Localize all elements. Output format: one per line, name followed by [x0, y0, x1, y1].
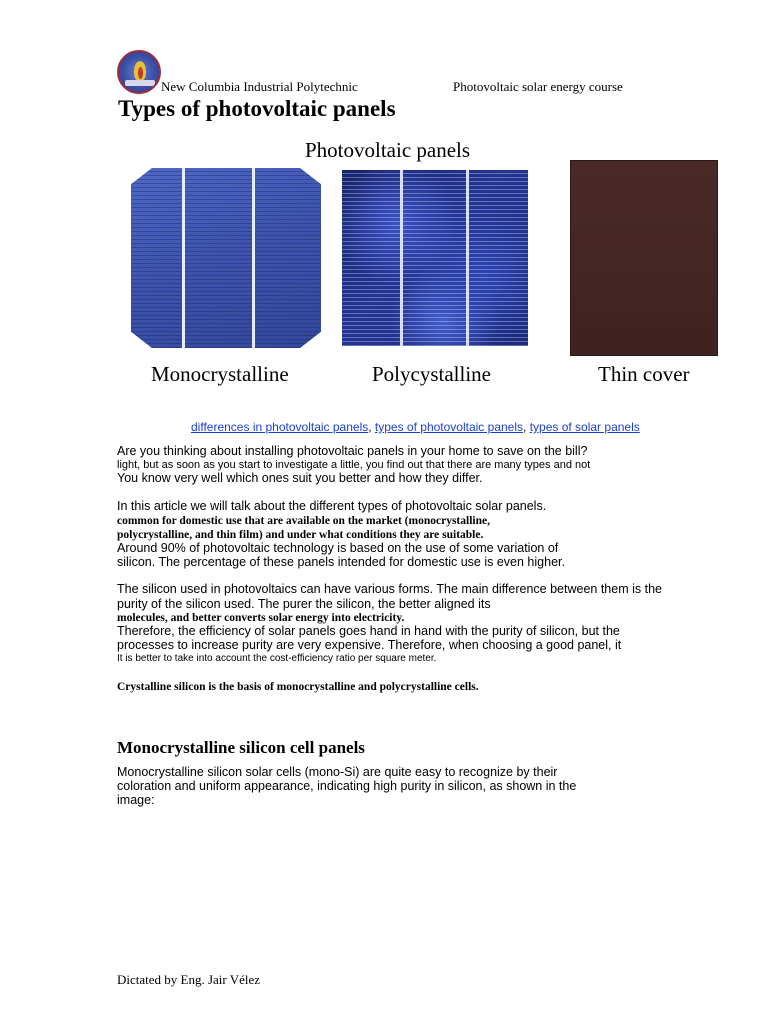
section-heading: Monocrystalline silicon cell panels	[117, 738, 365, 757]
para3-line: Therefore, the efficiency of solar panels goes hand in hand with the purity of silicon, but the	[117, 624, 620, 638]
monocrystalline-panel-image	[131, 168, 321, 348]
link-separator: ,	[368, 420, 375, 434]
footer-author: Dictated by Eng. Jair Vélez	[117, 972, 261, 987]
polycrystalline-panel-image	[342, 170, 528, 346]
para2-line: polycrystalline, and thin film) and under what conditions they are suitable.	[117, 529, 484, 541]
page-title: Types of photovoltaic panels	[118, 96, 396, 121]
para3-line: It is better to take into account the cost-efficiency ratio per square meter.	[117, 653, 437, 664]
para1-line: Are you thinking about installing photovoltaic panels in your home to save on the bill?	[117, 444, 588, 458]
thin-film-panel-image	[570, 160, 718, 356]
busbar	[182, 168, 185, 348]
institution-logo	[117, 50, 161, 94]
link-types-solar[interactable]: types of solar panels	[529, 420, 640, 434]
busbar	[400, 170, 403, 346]
para2-line: common for domestic use that are available on the market (monocrystalline,	[117, 515, 490, 527]
link-differences[interactable]: differences in photovoltaic panels	[191, 420, 369, 434]
figure-title: Photovoltaic panels	[305, 138, 471, 162]
para3-line: processes to increase purity are very expensive. Therefore, when choosing a good panel, it	[117, 638, 622, 652]
para4: Crystalline silicon is the basis of monocrystalline and polycrystalline cells.	[117, 681, 479, 693]
busbar	[252, 168, 255, 348]
logo-flame-inner-mark	[138, 67, 143, 79]
para5-line: Monocrystalline silicon solar cells (mono-Si) are quite easy to recognize by their	[117, 765, 558, 779]
para1-line: You know very well which ones suit you better and how they differ.	[117, 471, 483, 485]
logo-base-mark	[125, 80, 155, 86]
para2-line: Around 90% of photovoltaic technology is based on the use of some variation of	[117, 541, 559, 555]
link-types-photovoltaic[interactable]: types of photovoltaic panels	[374, 420, 524, 434]
caption-thin-cover: Thin cover	[598, 362, 690, 386]
para3-line: molecules, and better converts solar energy into electricity.	[117, 612, 405, 624]
para3-line: purity of the silicon used. The purer the silicon, the better aligned its	[117, 597, 491, 611]
link-separator: ,	[523, 420, 530, 434]
para5-line: image:	[117, 793, 155, 807]
para2-line: In this article we will talk about the different types of photovoltaic solar panels.	[117, 499, 547, 513]
para3-line: The silicon used in photovoltaics can have various forms. The main difference between them is the	[117, 582, 662, 596]
header-institution: New Columbia Industrial Polytechnic	[161, 79, 358, 94]
related-links	[191, 420, 640, 434]
panels-figure	[120, 138, 732, 400]
caption-monocrystalline: Monocrystalline	[151, 362, 289, 386]
caption-polycrystalline: Polycystalline	[372, 362, 491, 386]
busbar	[466, 170, 469, 346]
para1-line: light, but as soon as you start to investigate a little, you find out that there are many types and not	[117, 459, 591, 471]
para5-line: coloration and uniform appearance, indicating high purity in silicon, as shown in the	[117, 779, 577, 793]
para2-line: silicon. The percentage of these panels intended for domestic use is even higher.	[117, 555, 565, 569]
header-course: Photovoltaic solar energy course	[453, 79, 623, 94]
